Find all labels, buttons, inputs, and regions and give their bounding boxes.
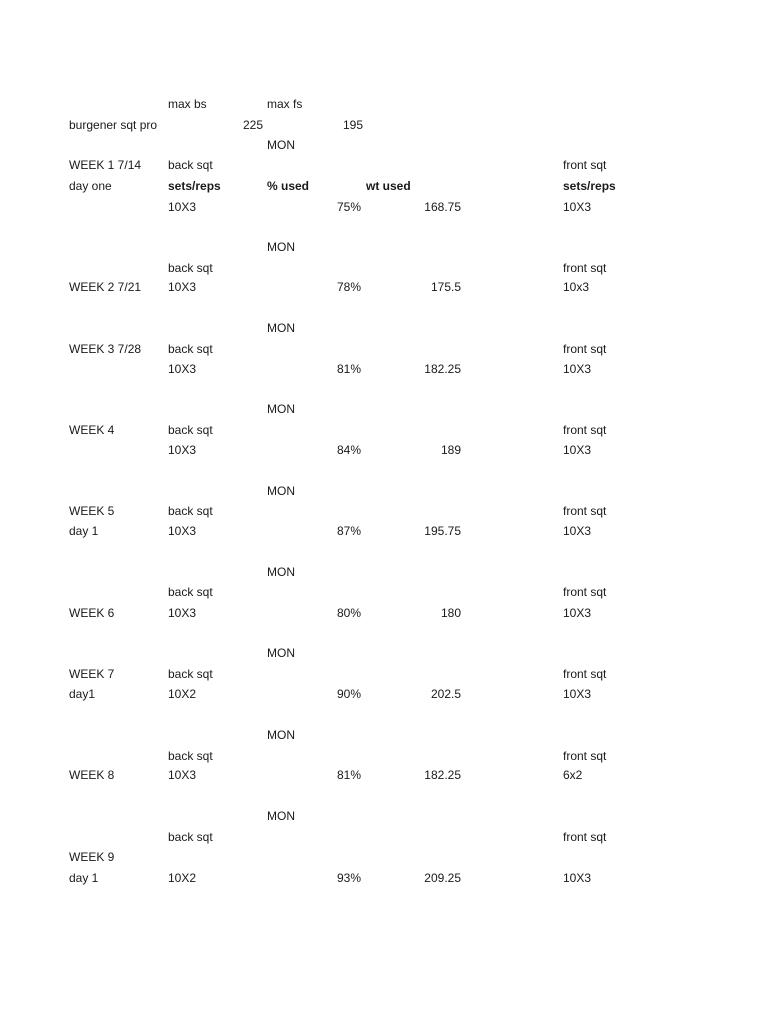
front-sets-value: 10x3 [563, 280, 590, 294]
front-lift-label: front sqt [563, 749, 607, 763]
lift-label: back sqt [168, 423, 213, 437]
lift-label: back sqt [168, 749, 213, 763]
week-label: WEEK 1 7/14 [69, 158, 142, 172]
sub-label: day 1 [69, 524, 99, 538]
week-label: WEEK 4 [69, 423, 115, 437]
front-lift-label: front sqt [563, 667, 607, 681]
pct-value: 93% [337, 871, 362, 885]
pct-used-header: % used [267, 179, 310, 193]
front-lift-label: front sqt [563, 585, 607, 599]
front-sets-value: 10X3 [563, 871, 592, 885]
front-lift-label: front sqt [563, 261, 607, 275]
pct-value: 81% [337, 768, 362, 782]
wt-value: 168.75 [424, 200, 461, 214]
sets-value: 10X2 [168, 871, 197, 885]
sets-value: 10X3 [168, 606, 197, 620]
pct-value: 78% [337, 280, 362, 294]
front-lift-label: front sqt [563, 423, 607, 437]
wt-value: 180 [440, 606, 461, 620]
wt-value: 209.25 [424, 871, 461, 885]
wt-value: 182.25 [424, 362, 461, 376]
front-sets-value: 10X3 [563, 524, 592, 538]
front-lift-label: front sqt [563, 830, 607, 844]
sets-value: 10X3 [168, 443, 197, 457]
week-label: WEEK 3 7/28 [69, 342, 142, 356]
day-label: MON [267, 565, 295, 579]
lift-label: back sqt [168, 261, 213, 275]
sets-value: 10X2 [168, 687, 197, 701]
day-label: MON [267, 809, 295, 823]
sets-value: 10X3 [168, 280, 197, 294]
max-bs-value: 225 [242, 118, 263, 132]
pct-value: 80% [337, 606, 362, 620]
week-label: WEEK 8 [69, 768, 115, 782]
front-sets-value: 10X3 [563, 200, 592, 214]
day-label: MON [267, 138, 295, 152]
front-sets-value: 10X3 [563, 687, 592, 701]
sub-label: day 1 [69, 871, 99, 885]
front-sets-value: 10X3 [563, 362, 592, 376]
max-fs-label: max fs [267, 97, 303, 111]
day-label: MON [267, 484, 295, 498]
week-label: WEEK 5 [69, 504, 115, 518]
wt-used-header: wt used [366, 179, 411, 193]
week-label: WEEK 6 [69, 606, 115, 620]
sets-value: 10X3 [168, 768, 197, 782]
week-label: WEEK 7 [69, 667, 115, 681]
pct-value: 81% [337, 362, 362, 376]
day-label: MON [267, 402, 295, 416]
wt-value: 189 [440, 443, 461, 457]
pct-value: 90% [337, 687, 362, 701]
front-sets-value: 6x2 [563, 768, 583, 782]
front-sets-value: 10X3 [563, 606, 592, 620]
week-label: WEEK 2 7/21 [69, 280, 142, 294]
pct-value: 87% [337, 524, 362, 538]
lift-label: back sqt [168, 667, 213, 681]
front-lift-label: front sqt [563, 158, 607, 172]
day-label: MON [267, 321, 295, 335]
max-fs-value: 195 [342, 118, 363, 132]
front-sets-value: 10X3 [563, 443, 592, 457]
program-name: burgener sqt pro [69, 118, 158, 132]
wt-value: 175.5 [430, 280, 461, 294]
front-lift-label: front sqt [563, 342, 607, 356]
sets-value: 10X3 [168, 524, 197, 538]
front-lift-label: front sqt [563, 504, 607, 518]
sub-label: day1 [69, 687, 96, 701]
lift-label: back sqt [168, 342, 213, 356]
lift-label: back sqt [168, 830, 213, 844]
pct-value: 75% [337, 200, 362, 214]
sub-label: day one [69, 179, 112, 193]
pct-value: 84% [337, 443, 362, 457]
lift-label: back sqt [168, 504, 213, 518]
day-label: MON [267, 240, 295, 254]
front-sets-reps-header: sets/reps [563, 179, 616, 193]
lift-label: back sqt [168, 158, 213, 172]
lift-label: back sqt [168, 585, 213, 599]
max-bs-label: max bs [168, 97, 207, 111]
day-label: MON [267, 728, 295, 742]
sets-reps-header: sets/reps [168, 179, 221, 193]
wt-value: 182.25 [424, 768, 461, 782]
wt-value: 202.5 [430, 687, 461, 701]
sets-value: 10X3 [168, 200, 197, 214]
week-label: WEEK 9 [69, 850, 115, 864]
wt-value: 195.75 [424, 524, 461, 538]
sets-value: 10X3 [168, 362, 197, 376]
day-label: MON [267, 646, 295, 660]
